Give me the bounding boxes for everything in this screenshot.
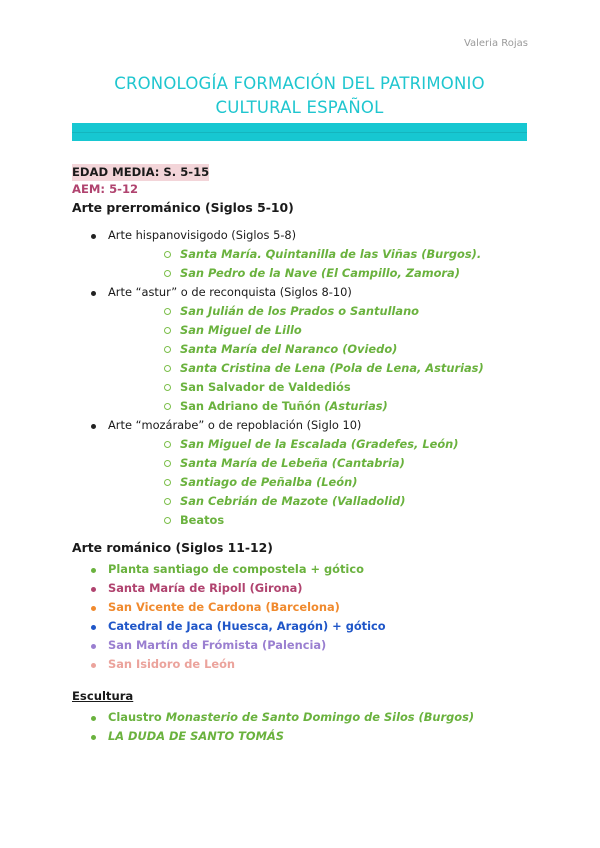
bullet-icon: [91, 663, 96, 668]
list-item: [72, 226, 527, 283]
bullet-icon: [91, 644, 96, 649]
circle-bullet-icon: [164, 365, 171, 372]
list-item: [72, 416, 527, 530]
escultura-heading: Escultura: [72, 689, 134, 703]
prerromanico-heading: Arte prerrománico (Siglos 5-10): [72, 200, 294, 215]
list-item: San Julián de los Prados o Santullano: [108, 302, 527, 321]
list-item: Santiago de Peñalba (León): [108, 473, 527, 492]
list-item: LA DUDA DE SANTO TOMÁS: [72, 727, 527, 746]
romanico-list: [72, 560, 527, 674]
circle-bullet-icon: [164, 479, 171, 486]
prerromanico-list: [72, 226, 527, 530]
list-item: San Martín de Frómista (Palencia): [72, 636, 527, 655]
list-item: San Cebrián de Mazote (Valladolid): [108, 492, 527, 511]
circle-bullet-icon: [164, 327, 171, 334]
circle-bullet-icon: [164, 270, 171, 277]
list-item: Santa María de Ripoll (Girona): [72, 579, 527, 598]
list-item: Catedral de Jaca (Huesca, Aragón) + gótico: [72, 617, 527, 636]
circle-bullet-icon: [164, 346, 171, 353]
list-item: Santa María. Quintanilla de las Viñas (Burgos).: [108, 245, 527, 264]
bullet-icon: [91, 735, 96, 740]
title-bar: [72, 123, 527, 141]
group-label: Arte hispanovisigodo (Siglos 5-8): [108, 228, 297, 242]
bullet-icon: [91, 568, 96, 573]
author-name: Valeria Rojas: [463, 38, 528, 49]
bullet-icon: [91, 234, 96, 239]
list-item: Beatos: [108, 511, 527, 530]
list-item: San Adriano de Tuñón (Asturias): [108, 397, 527, 416]
list-item: [72, 283, 527, 416]
edad-media-heading: EDAD MEDIA: S. 5-15: [72, 165, 210, 179]
circle-bullet-icon: [164, 403, 171, 410]
group-label: Arte “astur” o de reconquista (Siglos 8-10): [108, 285, 352, 299]
bullet-icon: [91, 606, 96, 611]
list-item: San Isidoro de León: [72, 655, 527, 674]
group-label: Arte “mozárabe” o de repoblación (Siglo 10): [108, 418, 362, 432]
circle-bullet-icon: [164, 251, 171, 258]
list-item: San Pedro de la Nave (El Campillo, Zamora): [108, 264, 527, 283]
circle-bullet-icon: [164, 460, 171, 467]
list-item: San Vicente de Cardona (Barcelona): [72, 598, 527, 617]
escultura-list: [72, 708, 527, 746]
title-line-1: CRONOLOGÍA FORMACIÓN DEL PATRIMONIO: [114, 74, 485, 93]
bullet-icon: [91, 587, 96, 592]
list-item: Planta santiago de compostela + gótico: [72, 560, 527, 579]
bullet-icon: [91, 291, 96, 296]
list-item: Santa Cristina de Lena (Pola de Lena, Asturias): [108, 359, 527, 378]
bullet-icon: [91, 716, 96, 721]
list-item: San Salvador de Valdediós: [108, 378, 527, 397]
list-item: San Miguel de la Escalada (Gradefes, León): [108, 435, 527, 454]
bullet-icon: [91, 625, 96, 630]
circle-bullet-icon: [164, 441, 171, 448]
document-body: [72, 164, 527, 746]
bullet-icon: [91, 424, 96, 429]
romanico-heading: Arte románico (Siglos 11-12): [72, 540, 273, 555]
circle-bullet-icon: [164, 498, 171, 505]
page-title: [72, 72, 527, 120]
list-item: Claustro Monasterio de Santo Domingo de Silos (Burgos): [72, 708, 527, 727]
title-line-2: CULTURAL ESPAÑOL: [215, 98, 384, 117]
circle-bullet-icon: [164, 308, 171, 315]
list-item: San Miguel de Lillo: [108, 321, 527, 340]
aem-subheading: AEM: 5-12: [72, 182, 139, 196]
list-item: Santa María de Lebeña (Cantabria): [108, 454, 527, 473]
circle-bullet-icon: [164, 517, 171, 524]
list-item: Santa María del Naranco (Oviedo): [108, 340, 527, 359]
circle-bullet-icon: [164, 384, 171, 391]
